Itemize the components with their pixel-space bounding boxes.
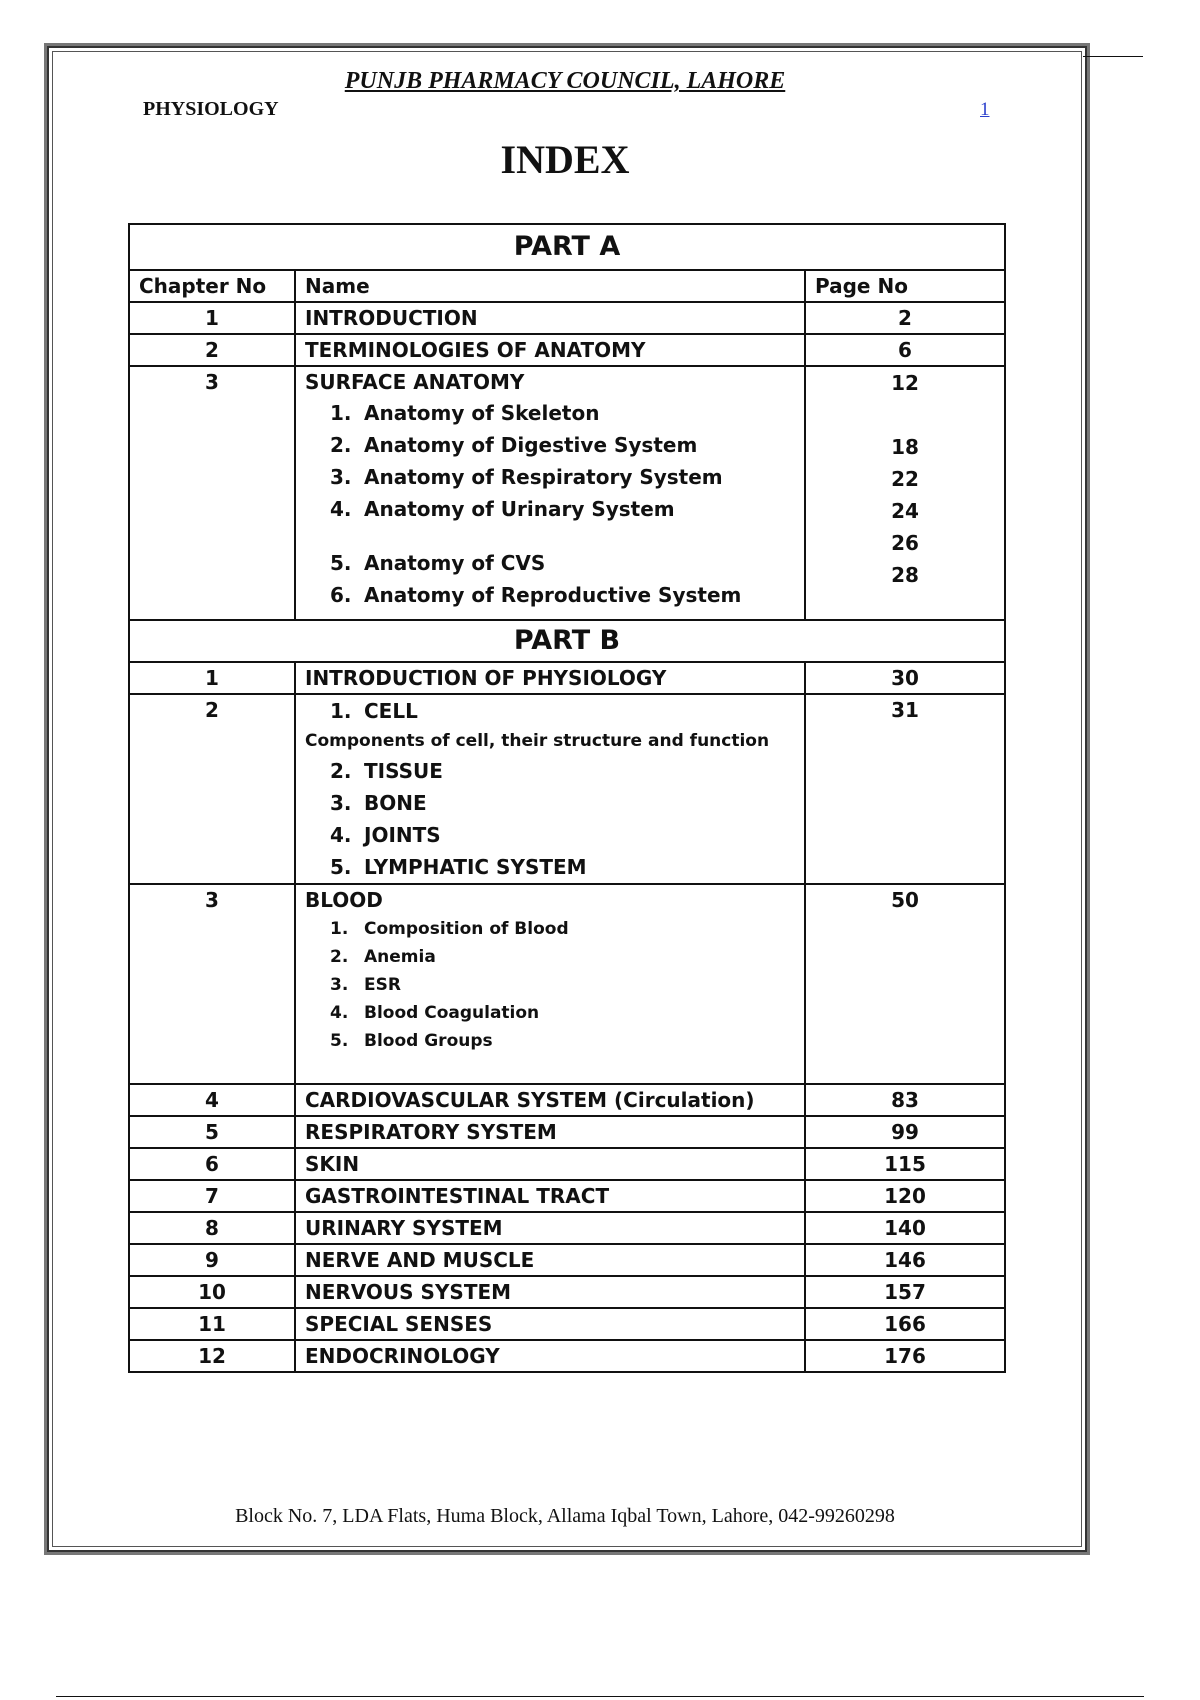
chapter-name: ENDOCRINOLOGY [295,1340,805,1372]
chapter-number: 3 [129,884,295,1084]
list-item: 5. Anatomy of CVS [330,551,546,575]
chapter-number: 7 [129,1180,295,1212]
chapter-name: URINARY SYSTEM [295,1212,805,1244]
list-item: 5. LYMPHATIC SYSTEM [330,855,587,879]
page-number: 166 [805,1308,1005,1340]
table-row [129,1340,1005,1372]
part-a-heading-row [129,224,1005,270]
page-number-cell [805,366,1005,620]
list-item: 4. Blood Coagulation [330,1003,540,1023]
page-number: 146 [805,1244,1005,1276]
table-row [129,1244,1005,1276]
list-item: 2. Anatomy of Digestive System [330,433,698,457]
chapter-number: 11 [129,1308,295,1340]
list-item: 2. Anemia [330,947,436,967]
page-number: 140 [805,1212,1005,1244]
index-table [128,223,1006,1373]
table-row [129,1084,1005,1116]
table-row [129,302,1005,334]
chapter-cell [295,884,805,1084]
table-row [129,694,1005,884]
chapter-note: Components of cell, their structure and function [305,731,770,751]
table-row [129,1276,1005,1308]
subitem-list [305,755,795,883]
chapter-name: BLOOD [305,888,383,912]
page-title: INDEX [500,137,630,182]
page-number: 83 [805,1084,1005,1116]
table-row [129,334,1005,366]
bottom-rule [56,1696,1144,1697]
table-row [129,366,1005,620]
subitem-list [305,695,795,727]
list-item: 1. Anatomy of Skeleton [330,401,600,425]
chapter-number: 2 [129,694,295,884]
chapter-name: SPECIAL SENSES [295,1308,805,1340]
chapter-col-header: Chapter No [129,270,295,302]
table-row [129,1148,1005,1180]
chapter-name: SKIN [295,1148,805,1180]
list-item: 2. TISSUE [330,759,443,783]
chapter-cell [295,694,805,884]
page-number: 22 [891,467,919,491]
list-item: 3. Anatomy of Respiratory System [330,465,723,489]
page-number: 50 [805,884,1005,1084]
chapter-name: NERVE AND MUSCLE [295,1244,805,1276]
page-col-header: Page No [805,270,1005,302]
chapter-name: CARDIOVASCULAR SYSTEM (Circulation) [295,1084,805,1116]
page-number: 115 [805,1148,1005,1180]
chapter-name: TERMINOLOGIES OF ANATOMY [295,334,805,366]
list-item: 4. JOINTS [330,823,441,847]
list-item: 5. Blood Groups [330,1031,493,1051]
page-number: 6 [805,334,1005,366]
table-row [129,1180,1005,1212]
chapter-name: NERVOUS SYSTEM [295,1276,805,1308]
table-row [129,1116,1005,1148]
page-number: 120 [805,1180,1005,1212]
page-number-link[interactable]: 1 [980,99,990,120]
subject-label: PHYSIOLOGY [143,98,279,120]
chapter-number: 8 [129,1212,295,1244]
page-number: 157 [805,1276,1005,1308]
top-rule [1083,56,1143,57]
list-item: 1. CELL [330,699,418,723]
page-number: 26 [891,531,919,555]
page-number: 12 [891,371,919,395]
chapter-cell [295,366,805,620]
chapter-name: RESPIRATORY SYSTEM [295,1116,805,1148]
subitem-list [305,915,795,1055]
list-item: 1. Composition of Blood [330,919,569,939]
chapter-number: 10 [129,1276,295,1308]
part-a-heading: PART A [129,224,1005,270]
page-number: 24 [891,499,919,523]
part-b-heading: PART B [129,620,1005,662]
footer-address: Block No. 7, LDA Flats, Huma Block, Allama Iqbal Town, Lahore, 042-99260298 [235,1505,895,1527]
chapter-number: 5 [129,1116,295,1148]
list-item: 6. Anatomy of Reproductive System [330,583,742,607]
part-b-heading-row [129,620,1005,662]
page-number: 30 [805,662,1005,694]
table-row [129,884,1005,1084]
name-col-header: Name [295,270,805,302]
list-item: 4. Anatomy of Urinary System [330,497,675,521]
page-number: 176 [805,1340,1005,1372]
chapter-number: 3 [129,366,295,620]
chapter-number: 4 [129,1084,295,1116]
chapter-number: 1 [129,662,295,694]
chapter-name: SURFACE ANATOMY [305,370,525,394]
chapter-number: 12 [129,1340,295,1372]
table-row [129,1308,1005,1340]
page-number: 31 [805,694,1005,884]
chapter-name: GASTROINTESTINAL TRACT [295,1180,805,1212]
page-number: 2 [805,302,1005,334]
page-number: 28 [891,563,919,587]
council-header: PUNJB PHARMACY COUNCIL, LAHORE [344,68,786,94]
chapter-name: INTRODUCTION [295,302,805,334]
chapter-number: 1 [129,302,295,334]
chapter-number: 9 [129,1244,295,1276]
list-item: 3. BONE [330,791,427,815]
subitem-list [305,397,795,611]
column-header-row [129,270,1005,302]
table-row [129,662,1005,694]
list-item: 3. ESR [330,975,401,995]
chapter-name: INTRODUCTION OF PHYSIOLOGY [295,662,805,694]
chapter-number: 6 [129,1148,295,1180]
table-row [129,1212,1005,1244]
chapter-number: 2 [129,334,295,366]
page-number: 99 [805,1116,1005,1148]
page-number: 18 [891,435,919,459]
